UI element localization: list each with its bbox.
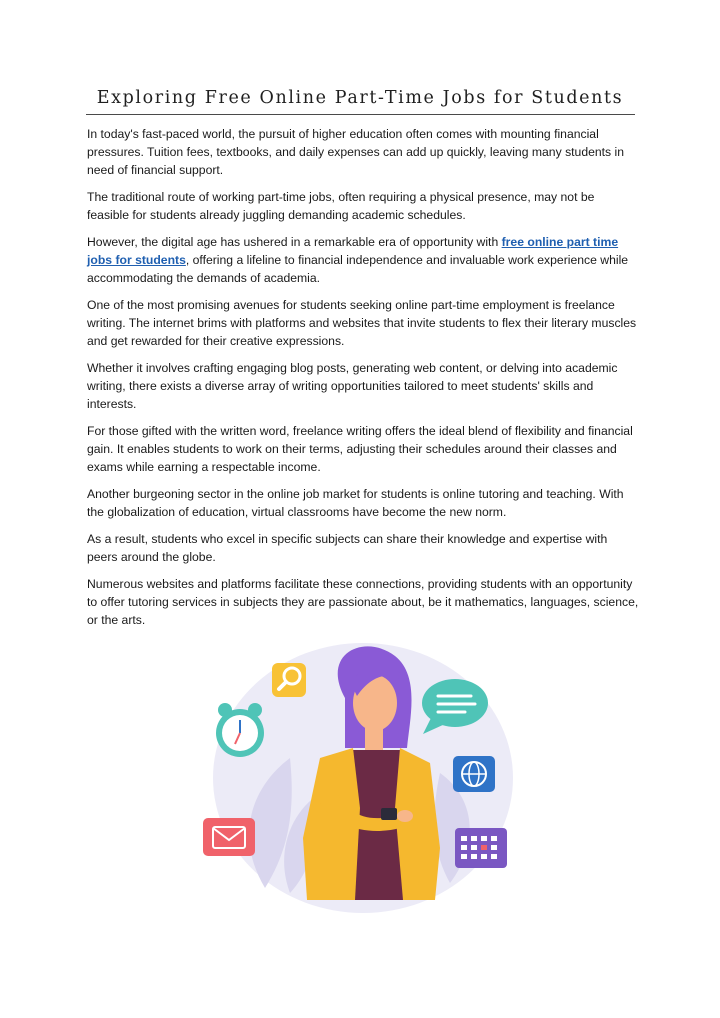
smartwatch-icon: [381, 808, 397, 820]
paragraph-8: As a result, students who excel in specific subjects can share their knowledge and expertise with peers around the globe.: [87, 532, 608, 564]
globe-icon: [453, 756, 495, 792]
free-online-jobs-link[interactable]: free online part time jobs for students: [87, 235, 619, 267]
paragraph-3: [87, 233, 639, 287]
student-working-online-illustration: [195, 638, 525, 918]
calendar-icon: [455, 828, 507, 868]
paragraph-1: In today's fast-paced world, the pursuit of higher education often comes with mounting financial pressures. Tuition fees, textbooks, and daily expenses can add up quickly, leaving many students in need of financial support.: [87, 127, 625, 177]
paragraph-5: Whether it involves crafting engaging blog posts, generating web content, or delving into academic writing, there exists a diverse array of writing opportunities tailored to meet students' skills and interests.: [87, 361, 618, 411]
document-title: Exploring Free Online Part-Time Jobs for Students: [96, 88, 624, 108]
search-icon: [272, 663, 306, 697]
paragraph-4: One of the most promising avenues for students seeking online part-time employment is freelance writing. The internet brims with platforms and websites that invite students to flex their literary muscles and get rewarded for their creative expressions.: [87, 298, 637, 348]
paragraph-3-after: , offering a lifeline to financial independence and invaluable work experience while accommodating the demands of academia.: [87, 253, 629, 285]
paragraph-3-before: However, the digital age has ushered in a remarkable era of opportunity with: [87, 235, 502, 249]
paragraph-2: The traditional route of working part-time jobs, often requiring a physical presence, may not be feasible for students already juggling demanding academic schedules.: [87, 190, 595, 222]
paragraph-6: For those gifted with the written word, freelance writing offers the ideal blend of flexibility and financial gain. It enables students to work on their terms, adjusting their schedules around their classes and exams while earning a respectable income.: [87, 424, 633, 474]
title-divider: [86, 114, 635, 115]
paragraph-7: Another burgeoning sector in the online job market for students is online tutoring and teaching. With the globalization of education, virtual classrooms have become the new norm.: [87, 487, 624, 519]
mail-icon: [203, 818, 255, 856]
paragraph-9: Numerous websites and platforms facilitate these connections, providing students with an opportunity to offer tutoring services in subjects they are passionate about, be it mathematics, languages, science, or the arts.: [87, 577, 639, 627]
alarm-clock-icon: [216, 703, 264, 757]
document-body: [87, 125, 639, 638]
